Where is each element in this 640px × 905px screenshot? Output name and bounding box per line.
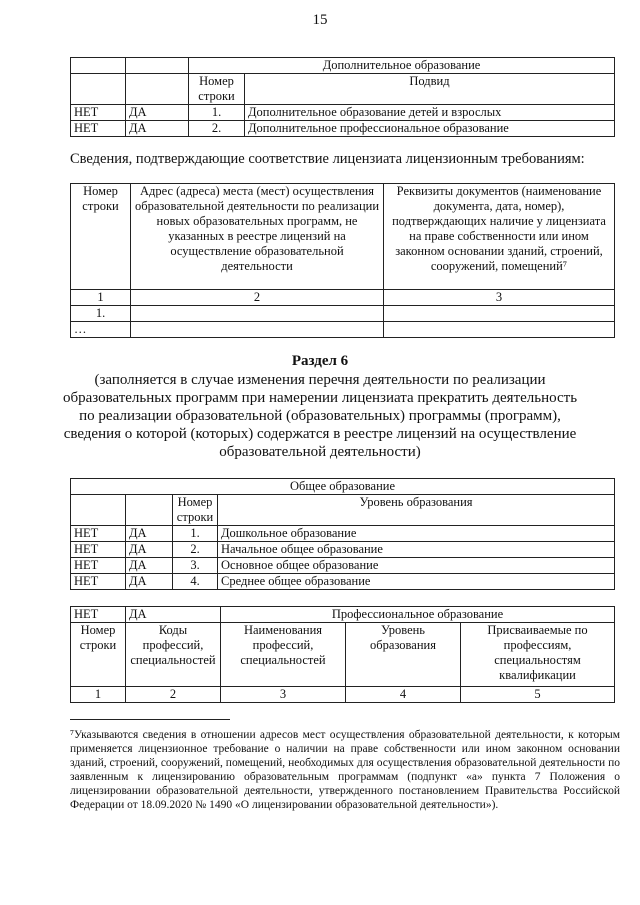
footnote-divider	[70, 719, 230, 720]
level-label: Дошкольное образование	[218, 526, 615, 542]
empty-cell	[71, 58, 126, 74]
level-label: Основное общее образование	[218, 558, 615, 574]
row-number: 1.	[189, 105, 245, 121]
yes-option[interactable]: ДА	[126, 607, 221, 623]
additional-education-table	[70, 57, 615, 137]
table-row	[71, 574, 615, 590]
general-education-table	[70, 478, 615, 590]
no-option[interactable]: НЕТ	[71, 558, 126, 574]
table-row	[71, 306, 615, 322]
column-header-level: Уровень образования	[346, 623, 461, 687]
column-header-subtype: Подвид	[245, 74, 615, 105]
row-number: …	[71, 322, 131, 338]
no-option[interactable]: НЕТ	[71, 121, 126, 137]
address-cell[interactable]	[131, 306, 384, 322]
professional-education-table	[70, 606, 615, 703]
column-header-row-number: Номер строки	[71, 623, 126, 687]
empty-cell	[126, 495, 173, 526]
yes-option[interactable]: ДА	[126, 558, 173, 574]
yes-option[interactable]: ДА	[126, 542, 173, 558]
row-number: 1.	[173, 526, 218, 542]
level-label: Среднее общее образование	[218, 574, 615, 590]
footnote: ⁷Указываются сведения в отношении адресов мест осуществления образовательной деятельности, к которым применяется лицензионное требование о наличии на праве собственности или ином законном основании зданий, строений, сооружений, помещений, необходимых для осуществления образовательной деятельности по заявленным к лицензированию образовательным программам (подпункт «а» пункта 7 Положения о лицензировании образовательной деятельности, утвержденного постановлением Правительства Российской Федерации от 18.09.2020 № 1490 «О лицензировании образовательной деятельности»).	[70, 729, 620, 811]
page-number: 15	[312, 12, 328, 28]
address-cell[interactable]	[131, 322, 384, 338]
empty-cell	[71, 74, 126, 105]
addresses-table	[70, 183, 615, 338]
column-header-codes: Коды профессий, специальностей	[126, 623, 221, 687]
table-group-header: Дополнительное образование	[189, 58, 615, 74]
column-header-row-number: Номер строки	[189, 74, 245, 105]
row-number: 3.	[173, 558, 218, 574]
documents-cell[interactable]	[384, 322, 615, 338]
section-title: Раздел 6	[291, 353, 349, 369]
column-index: 5	[461, 687, 615, 703]
column-index: 3	[384, 290, 615, 306]
yes-option[interactable]: ДА	[126, 105, 189, 121]
empty-cell	[126, 58, 189, 74]
section-description: (заполняется в случае изменения перечня деятельности по реализации образовательных программ при намерении лицензиата прекратить деятельность по реализации образовательной (образовательных) программы (программ), сведения о которой (которых) содержатся в реестре лицензий на осуществление образовательной деятельности)	[62, 372, 578, 460]
row-number: 2.	[189, 121, 245, 137]
row-number: 4.	[173, 574, 218, 590]
empty-cell	[126, 74, 189, 105]
column-header-address: Адрес (адреса) места (мест) осуществления образовательной деятельности по реализации новых образовательных программ, не указанных в реестре лицензий на осуществление образовательной деятельности	[131, 184, 384, 290]
table-row	[71, 105, 615, 121]
table-row	[71, 558, 615, 574]
table-row	[71, 542, 615, 558]
table-row	[71, 526, 615, 542]
subtype-label: Дополнительное профессиональное образование	[245, 121, 615, 137]
column-header-row-number: Номер строки	[71, 184, 131, 290]
no-option[interactable]: НЕТ	[71, 526, 126, 542]
column-header-row-number: Номер строки	[173, 495, 218, 526]
no-option[interactable]: НЕТ	[71, 607, 126, 623]
yes-option[interactable]: ДА	[126, 121, 189, 137]
yes-option[interactable]: ДА	[126, 526, 173, 542]
column-index: 2	[126, 687, 221, 703]
column-index: 4	[346, 687, 461, 703]
level-label: Начальное общее образование	[218, 542, 615, 558]
info-heading: Сведения, подтверждающие соответствие лицензиата лицензионным требованиям:	[70, 151, 585, 167]
column-index: 2	[131, 290, 384, 306]
empty-cell	[71, 495, 126, 526]
no-option[interactable]: НЕТ	[71, 574, 126, 590]
column-header-qualifications: Присваиваемые по профессиям, специальностям квалификации	[461, 623, 615, 687]
column-index: 3	[221, 687, 346, 703]
documents-cell[interactable]	[384, 306, 615, 322]
table-group-header: Профессиональное образование	[221, 607, 615, 623]
table-group-header: Общее образование	[71, 479, 615, 495]
no-option[interactable]: НЕТ	[71, 542, 126, 558]
subtype-label: Дополнительное образование детей и взрослых	[245, 105, 615, 121]
column-header-documents: Реквизиты документов (наименование документа, дата, номер), подтверждающих наличие у лицензиата на праве собственности или ином законном основании зданий, строений, сооружений, помещений⁷	[384, 184, 615, 290]
table-row	[71, 121, 615, 137]
row-number: 2.	[173, 542, 218, 558]
column-index: 1	[71, 290, 131, 306]
no-option[interactable]: НЕТ	[71, 105, 126, 121]
column-header-names: Наименования профессий, специальностей	[221, 623, 346, 687]
row-number: 1.	[71, 306, 131, 322]
column-header-level: Уровень образования	[218, 495, 615, 526]
yes-option[interactable]: ДА	[126, 574, 173, 590]
table-row	[71, 322, 615, 338]
column-index: 1	[71, 687, 126, 703]
